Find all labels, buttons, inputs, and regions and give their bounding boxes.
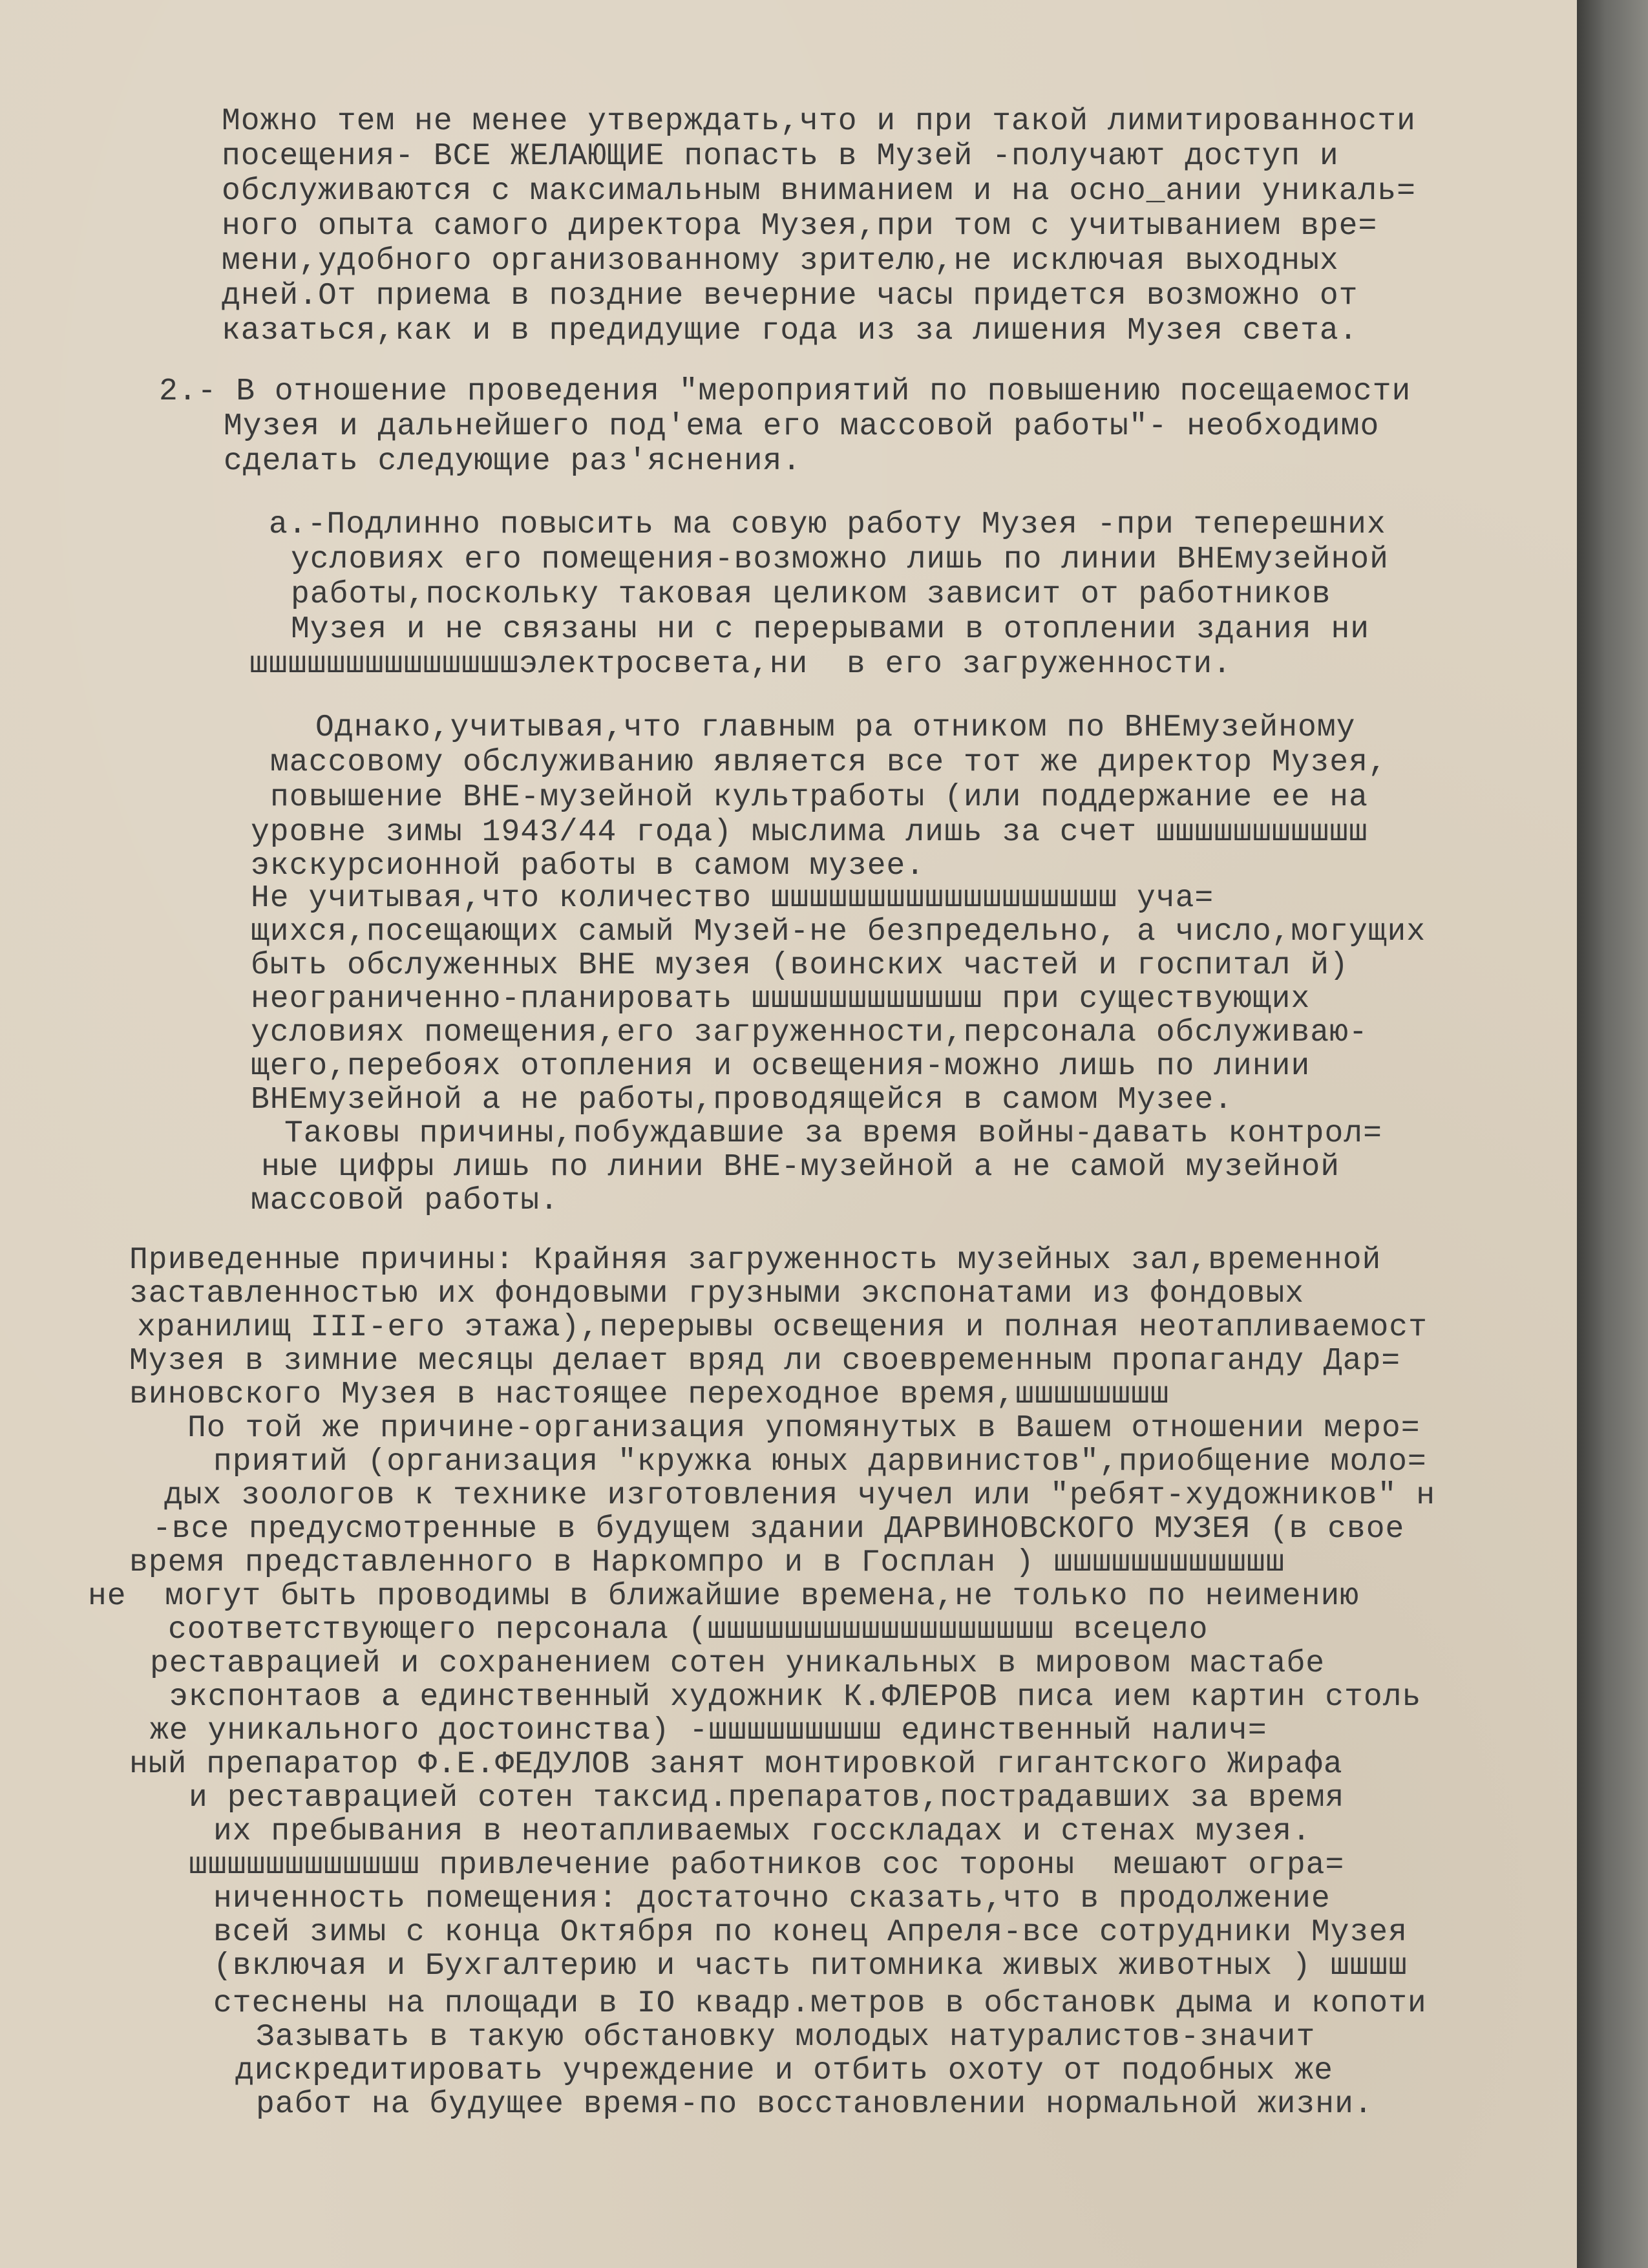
text-line: шшшшшшшшшшшш привлечение работников сос тороны мешают огра= xyxy=(189,1848,1345,1883)
text-line: ниченность помещения: достаточно сказать,что в продолжение xyxy=(213,1881,1331,1916)
text-line: повышение ВНЕ-музейной культработы (или поддержание ее на xyxy=(270,780,1368,815)
text-line: 2.- В отношение проведения "мероприятий по повышению посещаемости xyxy=(159,374,1411,409)
text-line: (включая и Бухгалтерию и часть питомника живых животных ) шшшш xyxy=(213,1949,1408,1984)
text-line: Музея и не связаны ни с перерывами в отоплении здания ни xyxy=(291,612,1370,647)
text-line: ного опыта самого директора Музея,при том с учитыванием вре= xyxy=(222,209,1378,244)
text-line: условиях помещения,его загруженности,персонала обслуживаю- xyxy=(251,1015,1368,1050)
text-line: и реставрацией сотен таксид.препаратов,пострадавших за время xyxy=(189,1781,1345,1816)
text-line: работ на будущее время-по восстановлении нормальной жизни. xyxy=(256,2087,1373,2122)
text-line: Приведенные причины: Крайняя загруженность музейных зал,временной xyxy=(129,1243,1382,1278)
text-line: ный препаратор Ф.Е.ФЕДУЛОВ занят монтировкой гигантского Жирафа xyxy=(129,1747,1343,1782)
text-line: обслуживаются с максимальным вниманием и на осно_ании уникаль= xyxy=(222,174,1416,209)
text-line: Однако,учитывая,что главным ра отником по ВНЕмузейному xyxy=(315,710,1356,745)
text-line: Музея и дальнейшего под'ема его массовой работы"- необходимо xyxy=(224,409,1380,444)
text-line: всей зимы с конца Октября по конец Апреля-все сотрудники Музея xyxy=(213,1915,1408,1950)
text-line: уровне зимы 1943/44 года) мыслима лишь за счет шшшшшшшшшшш xyxy=(251,815,1368,850)
text-line: щего,перебоях отопления и освещения-можно лишь по линии xyxy=(251,1049,1311,1084)
text-line: быть обслуженных ВНЕ музея (воинских частей и госпитал й) xyxy=(251,948,1349,983)
text-line: посещения- ВСЕ ЖЕЛАЮЩИЕ попасть в Музей -получают доступ и xyxy=(222,139,1339,174)
text-line: По той же причине-организация упомянутых в Вашем отношении меро= xyxy=(187,1411,1421,1446)
text-line: виновского Музея в настоящее переходное время,шшшшшшшш xyxy=(129,1377,1170,1412)
text-line: же уникального достоинства) -шшшшшшшшш единственный налич= xyxy=(150,1713,1267,1748)
text-line: неограниченно-планировать шшшшшшшшшшшш при существующих xyxy=(251,982,1311,1017)
text-line: ВНЕмузейной а не работы,проводящейся в самом Музее. xyxy=(251,1083,1234,1118)
text-line: ные цифры лишь по линии ВНЕ-музейной а не самой музейной xyxy=(261,1150,1340,1185)
text-line: приятий (организация "кружка юных дарвинистов",приобщение моло= xyxy=(213,1445,1427,1479)
text-line: соответствующего персонала (шшшшшшшшшшшшшшшшшш всецело xyxy=(168,1613,1209,1648)
text-line: Можно тем не менее утверждать,что и при такой лимитированности xyxy=(222,104,1416,139)
text-line: массовому обслуживанию является все тот же директор Музея, xyxy=(270,745,1388,780)
text-line: хранилищ III-его этажа),перерывы освещения и полная неотапливаемост xyxy=(137,1310,1428,1345)
text-line: экскурсионной работы в самом музее. xyxy=(251,849,925,884)
text-line: дней.От приема в поздние вечерние часы придется возможно от xyxy=(222,279,1358,313)
text-line: работы,поскольку таковая целиком зависит от работников xyxy=(291,577,1331,612)
text-line: Таковы причины,побуждавшие за время войны-давать контрол= xyxy=(284,1116,1382,1151)
text-line: сделать следующие раз'яснения. xyxy=(224,444,802,479)
text-line: казаться,как и в предидущие года из за лишения Музея света. xyxy=(222,313,1358,348)
text-line: мени,удобного организованному зрителю,не исключая выходных xyxy=(222,244,1339,279)
text-line: их пребывания в неотапливаемых госскладах и стенах музея. xyxy=(213,1814,1311,1849)
text-line: а.-Подлинно повысить ма совую работу Музея -при теперешних xyxy=(269,507,1386,542)
text-line: условиях его помещения-возможно лишь по линии ВНЕмузейной xyxy=(291,542,1389,577)
text-line: Зазывать в такую обстановку молодых натуралистов-значит xyxy=(256,2020,1316,2055)
text-line: -все предусмотренные в будущем здании ДАРВИНОВСКОГО МУЗЕЯ (в свое xyxy=(153,1512,1405,1547)
text-line: массовой работы. xyxy=(251,1183,559,1218)
text-line: Музея в зимние месяцы делает вряд ли своевременным пропаганду Дар= xyxy=(129,1344,1401,1379)
text-line: стеснены на площади в IO квадр.метров в обстановк дыма и копоти xyxy=(213,1986,1427,2021)
text-line: дых зоологов к технике изготовления чучел или "ребят-художников" н xyxy=(164,1478,1436,1513)
text-line: экспонтаов а единственный художник К.ФЛЕРОВ писа ием картин столь xyxy=(169,1680,1422,1715)
text-line: не могут быть проводимы в ближайшие времена,не только по неимению xyxy=(88,1579,1360,1614)
page-edge-background xyxy=(1577,0,1648,2268)
text-line: шшшшшшшшшшшшшшэлектросвета,ни в его загруженности. xyxy=(249,647,1232,682)
text-line: реставрацией и сохранением сотен уникальных в мировом мастабе xyxy=(150,1646,1326,1681)
text-line: заставленностью их фондовыми грузными экспонатами из фондовых xyxy=(129,1277,1305,1311)
text-line: Не учитывая,что количество шшшшшшшшшшшшшшшшшш уча= xyxy=(251,881,1214,916)
text-line: щихся,посещающих самый Музей-не безпредельно, а число,могущих xyxy=(251,915,1426,949)
text-line: дискредитировать учреждение и отбить охоту от подобных же xyxy=(235,2053,1333,2088)
text-line: время представленного в Наркомпро и в Госплан ) шшшшшшшшшшшш xyxy=(129,1545,1285,1580)
